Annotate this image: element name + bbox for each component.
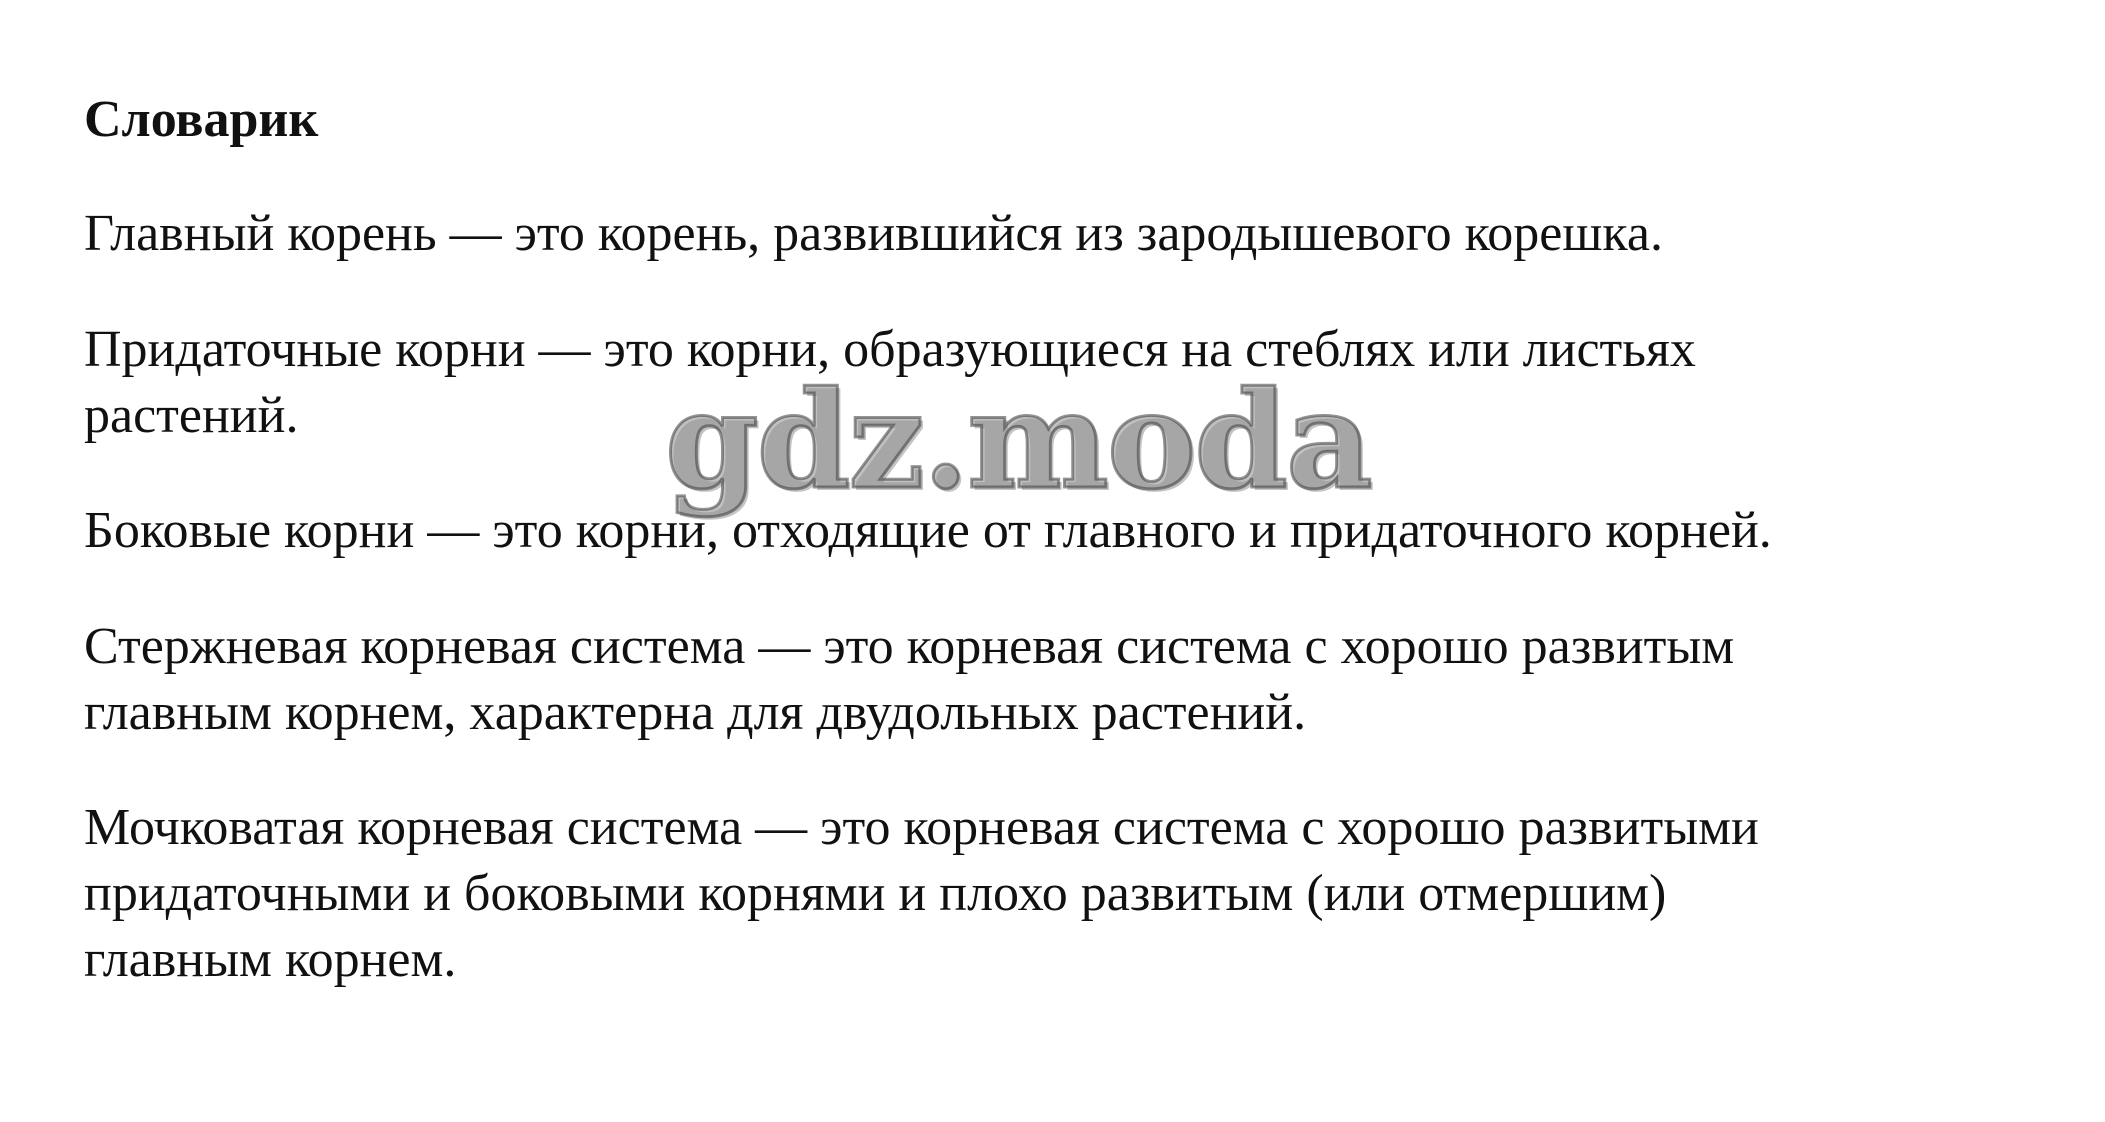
definition-main-root bbox=[84, 201, 1663, 267]
definition-lateral-roots bbox=[84, 498, 1772, 564]
watermark: gdz.moda bbox=[665, 361, 1371, 519]
definition-line: Стержневая корневая система — это корневая система с хорошо развитым bbox=[84, 618, 1735, 675]
definition-line: главным корнем, характерна для двудольных растений. bbox=[84, 684, 1307, 741]
definition-line: главным корнем. bbox=[84, 931, 457, 988]
definition-line: растений. bbox=[84, 387, 299, 444]
definition-taproot-system bbox=[84, 614, 1734, 746]
definition-fibrous-root-system bbox=[84, 795, 1759, 993]
definition-adventitious-roots bbox=[84, 317, 1696, 449]
page-title: Словарик bbox=[84, 91, 319, 148]
definition-line: Главный корень — это корень, развившийся из зародышевого корешка. bbox=[84, 205, 1663, 262]
definition-line: Придаточные корни — это корни, образующиеся на стеблях или листьях bbox=[84, 321, 1696, 378]
definition-line: Боковые корни — это корни, отходящие от главного и придаточного корней. bbox=[84, 502, 1772, 559]
definition-line: Мочковатая корневая система — это корневая система с хорошо развитыми bbox=[84, 799, 1759, 856]
definition-line: придаточными и боковыми корнями и плохо развитым (или отмершим) bbox=[84, 865, 1667, 922]
